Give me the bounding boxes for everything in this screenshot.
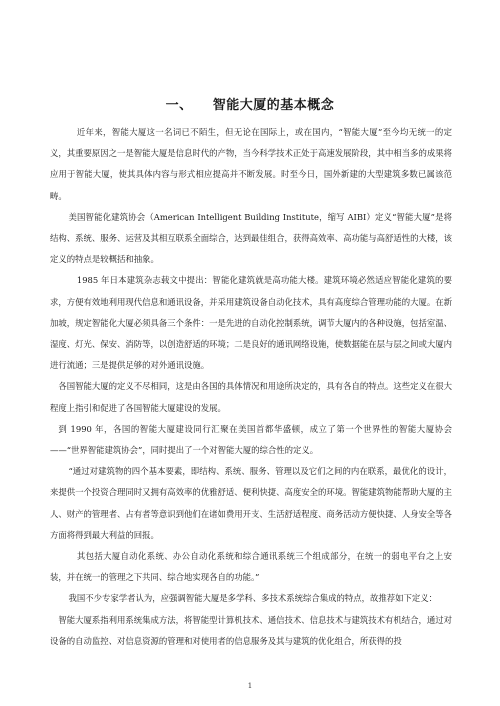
section-title: 智能大厦的基本概念 [212,98,335,113]
paragraph-1990-association: 到 1990 年，各国的智能大厦建设同行汇聚在美国首都华盛顿，成立了第一个世界性的智能大厦协会——“世界智能建筑协会”，同时提出了一个对智能大厦的综合性的定义。 [50,423,452,456]
paragraph-chinese-experts: 我国不少专家学者认为，应强调智能大厦是多学科、多技术系统综合集成的特点，故推荐如下定义： [68,593,437,604]
page-number: 1 [247,682,253,690]
paragraph-system-components: 其包括大厦自动化系统、办公自动化系统和综合通讯系统三个组成部分，在统一的弱电平台之上安装，并在统一的管理之下共同、综合地实现各自的功能。” [50,551,452,583]
section-heading [0,94,500,113]
paragraph-wiba-definition: “通过对建筑物的四个基本要素，即结构、系统、服务、管理以及它们之间的内在联系，最优化的设计，来提供一个投资合理同时又拥有高效率的优雅舒适、便利快捷、高度安全的环境。智能建筑物能帮助大厦的主人、财产的管理者、占有者等意识到他们在诸如费用开支、生活舒适程度、商务活动方便快捷、人身安全等各方面将得到最大利益的回报。 [50,466,452,540]
paragraph-aibi-definition: 美国智能化建筑协会（American Intelligent Building Institute，缩写 AIBI）定义“智能大厦”是将结构、系统、服务、运营及其相互联系全面综合，达到最佳组合，获得高效率、高功能与高舒适性的大楼，该定义的特点是较概括和抽象。 [50,211,452,265]
paragraph-recommended-definition: 智能大厦系指利用系统集成方法，将智能型计算机技术、通信技术、信息技术与建筑技术有机结合，通过对设备的自动监控、对信息资源的管理和对使用者的信息服务及其与建筑的优化组合，所获得的投 [50,614,453,646]
section-number: 一、 [165,98,193,113]
paragraph-definition-intro: 近年来，智能大厦这一名词已不陌生，但无论在国际上，或在国内，“智能大厦”至今均无统一的定义，其重要原因之一是智能大厦是信息时代的产物，当今科学技术正处于高速发展阶段，其中相当多的成果将应用于智能大厦，使其具体内容与形式相应提高并不断发展。时至今日，国外新建的大型建筑多数已属该范畴。 [50,127,452,201]
paragraph-national-definitions: 各国智能大厦的定义不尽相同，这是由各国的具体情况和用途所决定的，具有各自的特点。这些定义在很大程度上指引和促进了各国智能大厦建设的发展。 [50,381,453,413]
paragraph-japan-singapore: 1985 年日本建筑杂志载文中提出：智能化建筑就是高功能大楼。建筑环境必然适应智能化建筑的要求，方便有效地利用现代信息和通讯设备，并采用建筑设备自动化技术，具有高度综合管理功能的大厦。在新加坡，规定智能化大厦必须具备三个条件：一是先进的自动化控制系统，调节大厦内的各种设施，包括室温、湿度、灯光、保安、消防等，以创造舒适的环境；二是良好的通讯网络设施，使数据能在层与层之间或大厦内进行流通；三是提供足够的对外通讯设施。 [50,275,452,371]
body-text [50,122,452,652]
